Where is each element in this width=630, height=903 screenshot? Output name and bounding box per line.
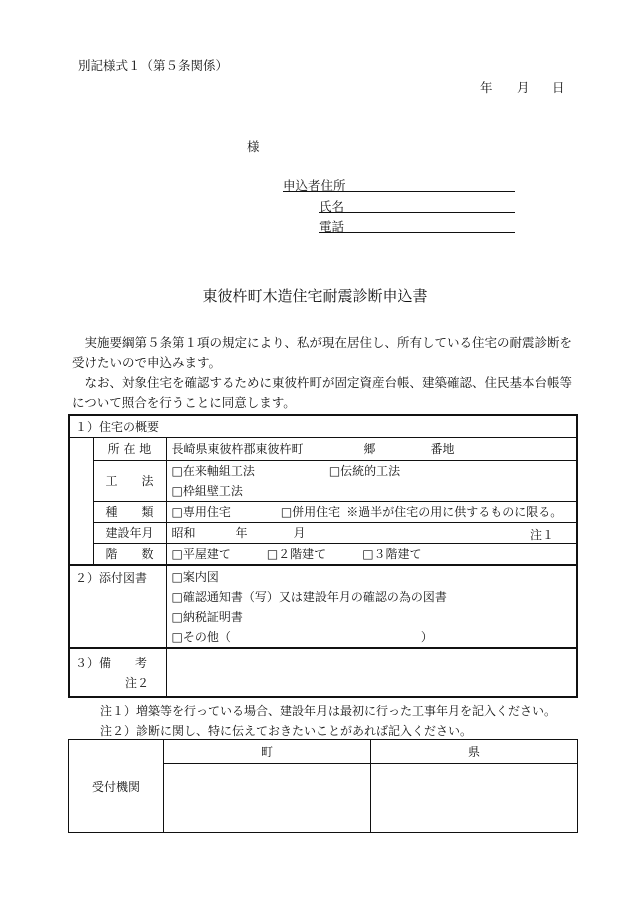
location-banchi: 番地 (430, 442, 455, 456)
reception-col-town: 町 (164, 740, 371, 764)
location-label: 所 在 地 (93, 437, 166, 460)
built-year: 年 (235, 526, 248, 540)
phone-underline[interactable] (319, 232, 515, 233)
name-underline[interactable] (319, 212, 515, 213)
applicant-name-label: 氏名 (319, 199, 345, 214)
reception-pref-stamp[interactable] (371, 764, 578, 833)
built-era: 昭和 (171, 526, 196, 540)
remarks-field[interactable] (166, 648, 576, 696)
form-label: 別記様式１（第５条関係） (78, 58, 229, 73)
floors-field (166, 543, 576, 564)
doc-confirmation[interactable]: □確認通知書（写）又は建設年月の確認の為の図書 (171, 590, 447, 604)
floors-label: 階 数 (93, 543, 166, 564)
section3-header-cell (70, 648, 166, 696)
attachments-field (166, 565, 576, 648)
date-month-label: 月 (517, 80, 530, 95)
method-label: 工 法 (93, 460, 166, 501)
type-label: 種 類 (93, 501, 166, 522)
note-2: 注２）診断に関し、特に伝えておきたいことがあれば記入ください。 (100, 724, 473, 738)
location-go: 郷 (363, 442, 376, 456)
method-option-conventional[interactable]: □在来軸組工法 (171, 463, 255, 478)
doc-map[interactable]: □案内図 (171, 570, 219, 584)
housing-form-box (68, 414, 578, 698)
address-underline[interactable] (283, 191, 515, 192)
section3-header: ３）備 考 (75, 656, 148, 670)
note-1: 注１）増築等を行っている場合、建設年月は最初に行った工事年月を記入ください。 (100, 704, 557, 718)
addressee-sama: 様 (247, 139, 260, 154)
applicant-phone-label: 電話 (319, 219, 345, 234)
type-note: ※過半が住宅の用に供するものに限る。 (346, 505, 563, 519)
type-option-combined[interactable]: □併用住宅 (280, 505, 341, 519)
section1-header: １）住宅の概要 (70, 416, 576, 437)
date-day-label: 日 (552, 80, 565, 95)
applicant-address-label: 申込者住所 (283, 178, 346, 193)
reception-table (68, 739, 578, 833)
doc-tax-certificate[interactable]: □納税証明書 (171, 610, 243, 624)
doc-other-close: ） (420, 630, 433, 644)
date-year-label: 年 (480, 80, 493, 95)
floors-option-1[interactable]: □平屋建て (171, 547, 231, 561)
built-field[interactable] (166, 522, 576, 543)
built-month: 月 (293, 526, 306, 540)
page-title: 東彼杵町木造住宅耐震診断申込書 (202, 287, 428, 305)
body-text (72, 333, 582, 413)
built-label: 建設年月 (93, 522, 166, 543)
reception-town-stamp[interactable] (164, 764, 371, 833)
type-field (166, 501, 576, 522)
type-option-dedicated[interactable]: □専用住宅 (171, 505, 231, 519)
body-paragraph-1: 実施要綱第５条第１項の規定により、私が現在居住し、所有している住宅の耐震診断を受けたいので申込みます。 (72, 335, 573, 370)
section3-note-ref: 注２ (125, 676, 150, 690)
location-value: 長崎県東彼杵郡東彼杵町 (171, 442, 304, 456)
section2-header: ２）添付図書 (70, 565, 166, 648)
method-option-2x4[interactable]: □枠組壁工法 (171, 483, 243, 498)
body-paragraph-2: なお、対象住宅を確認するために東彼杵町が固定資産台帳、建築確認、住民基本台帳等について照合を行うことに同意します。 (72, 375, 573, 410)
section1-indent (70, 437, 93, 565)
reception-label: 受付機関 (69, 740, 164, 833)
location-field[interactable] (166, 437, 576, 460)
reception-col-pref: 県 (371, 740, 578, 764)
floors-option-2[interactable]: □２階建て (266, 547, 327, 561)
built-note-ref: 注１ (529, 527, 554, 542)
method-field (166, 460, 576, 501)
method-option-traditional[interactable]: □伝統的工法 (328, 463, 401, 478)
floors-option-3[interactable]: □３階建て (362, 547, 422, 561)
doc-other[interactable]: □その他（ (171, 630, 231, 644)
